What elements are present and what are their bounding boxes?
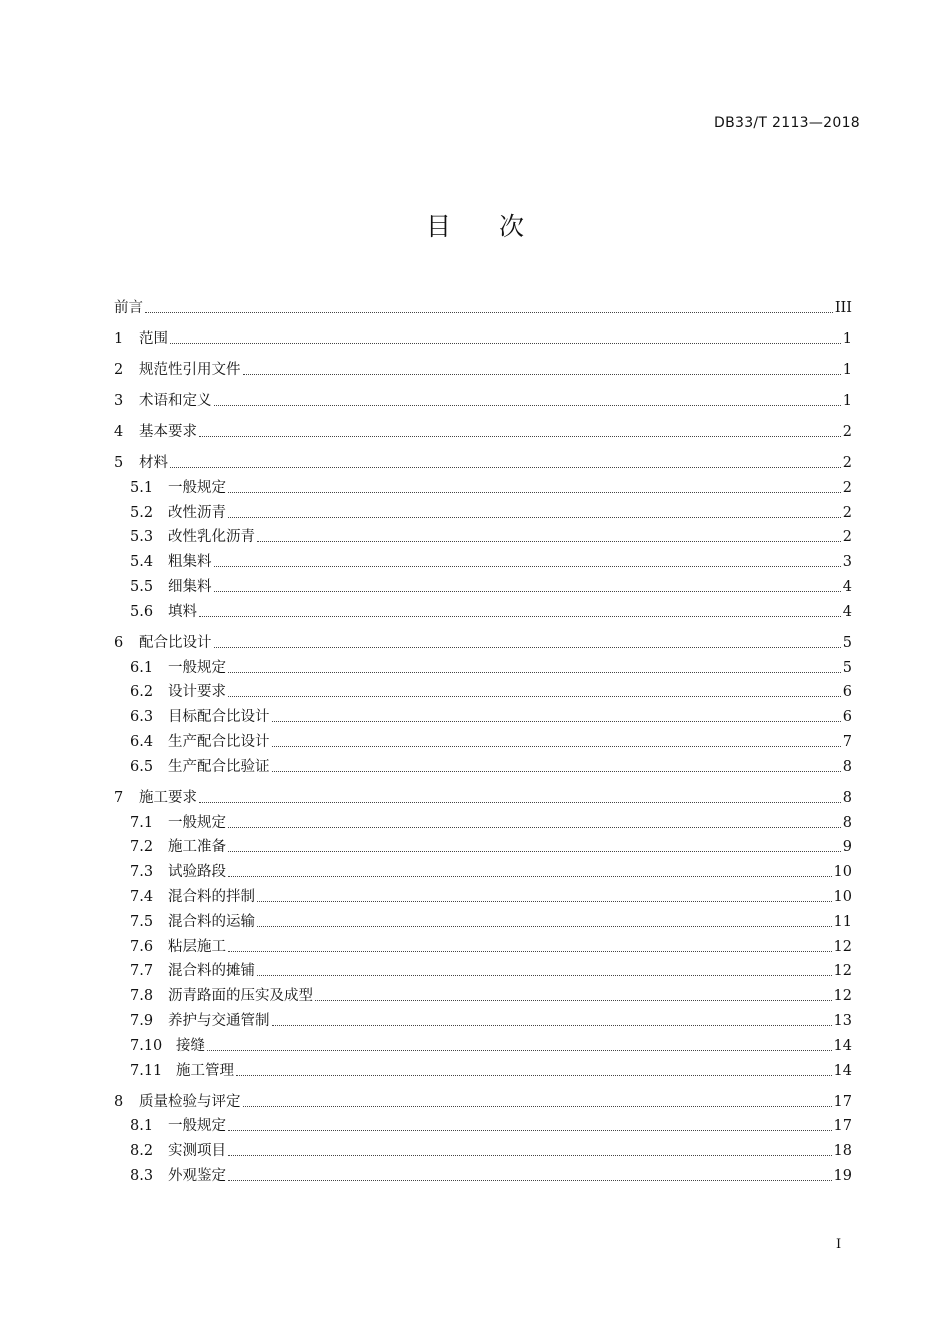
dot-leader (199, 801, 841, 803)
toc-entry-page: 17 (833, 1093, 852, 1110)
toc-entry-number: 6.2 (130, 684, 154, 701)
toc-entry-label: 目标配合比设计 (168, 709, 270, 726)
dot-leader (199, 435, 841, 437)
dot-leader (228, 491, 841, 493)
toc-subentry[interactable] (114, 546, 852, 571)
toc-entry-label: 混合料的摊铺 (168, 963, 255, 980)
toc-entry-page: 2 (842, 455, 852, 471)
toc-entry-label: 一般规定 (168, 814, 226, 831)
toc-entry-label: 一般规定 (168, 659, 226, 676)
dot-leader (228, 850, 841, 852)
dot-leader (199, 615, 841, 617)
toc-entry[interactable] (114, 317, 852, 348)
toc-subentry[interactable] (114, 522, 852, 547)
dot-leader (214, 404, 841, 406)
toc-entry-label: 混合料的拌制 (168, 888, 255, 905)
toc-subentry[interactable] (114, 1160, 852, 1185)
toc-entry-number: 5.4 (130, 554, 154, 571)
dot-leader (272, 720, 841, 722)
dot-leader (228, 950, 832, 952)
page-number: I (836, 1237, 842, 1252)
dot-leader (228, 1129, 832, 1131)
toc-entry-number: 8.3 (130, 1167, 154, 1184)
toc-entry-label: 一般规定 (168, 479, 226, 496)
toc-entry-number: 7.8 (130, 988, 154, 1005)
toc-entry[interactable] (114, 410, 852, 441)
toc-subentry[interactable] (114, 832, 852, 857)
toc-entry-page: 2 (842, 504, 852, 521)
toc-entry-label: 沥青路面的压实及成型 (168, 988, 313, 1005)
toc-entry-page: 2 (842, 529, 852, 546)
toc-entry-number: 6.5 (130, 758, 154, 775)
toc-subentry[interactable] (114, 1111, 852, 1136)
toc-subentry[interactable] (114, 472, 852, 497)
toc-entry-label: 一般规定 (168, 1118, 226, 1135)
dot-leader (228, 516, 841, 518)
toc-entry-page: 18 (833, 1143, 852, 1160)
toc-subentry[interactable] (114, 881, 852, 906)
toc-subentry[interactable] (114, 1005, 852, 1030)
toc-entry-number: 1 (114, 331, 124, 347)
toc-subentry[interactable] (114, 1055, 852, 1080)
toc-subentry[interactable] (114, 980, 852, 1005)
toc-entry-number: 7.7 (130, 963, 154, 980)
toc-entry-page: 11 (833, 913, 852, 930)
toc-entry-number: 6.1 (130, 659, 154, 676)
dot-leader (228, 875, 832, 877)
toc-entry-page: 6 (842, 709, 852, 726)
toc-entry-page: 12 (833, 988, 852, 1005)
toc-entry-label: 实测项目 (168, 1143, 226, 1160)
toc-entry-number: 5.5 (130, 578, 154, 595)
toc-subentry[interactable] (114, 701, 852, 726)
title-char-1: 目 (425, 212, 451, 241)
toc-entry-page: III (834, 300, 852, 316)
toc-entry-label: 填料 (168, 603, 197, 620)
toc-entry-page: 4 (842, 578, 852, 595)
toc-entry-page: 10 (833, 888, 852, 905)
dot-leader (228, 1179, 832, 1181)
toc-entry[interactable] (114, 1080, 852, 1111)
toc-entry-label: 粘层施工 (168, 938, 226, 955)
dot-leader (228, 826, 841, 828)
toc-entry-number: 7.2 (130, 839, 154, 856)
toc-entry-page: 7 (842, 733, 852, 750)
toc-entry-label: 接缝 (176, 1037, 205, 1054)
toc-entry-number: 7.11 (130, 1062, 163, 1079)
dot-leader (228, 1154, 832, 1156)
toc-entry-number: 8.1 (130, 1118, 154, 1135)
toc-entry-label: 外观鉴定 (168, 1167, 226, 1184)
toc-entry-page: 1 (842, 331, 852, 347)
toc-subentry[interactable] (114, 571, 852, 596)
toc-entry[interactable] (114, 441, 852, 472)
title-char-2: 次 (499, 212, 525, 241)
toc-entry-page: 13 (833, 1012, 852, 1029)
toc-entry-label: 质量检验与评定 (139, 1093, 241, 1110)
dot-leader (257, 925, 832, 927)
toc-entry-number: 7.4 (130, 888, 154, 905)
toc-entry-page: 8 (842, 758, 852, 775)
toc-entry-label: 基本要求 (139, 424, 197, 440)
toc-entry-label: 细集料 (168, 578, 212, 595)
toc-subentry[interactable] (114, 807, 852, 832)
dot-leader (272, 770, 841, 772)
toc-entry-number: 6 (114, 634, 124, 651)
toc-entry-label: 配合比设计 (139, 634, 212, 651)
dot-leader (257, 974, 832, 976)
toc-entry-page: 12 (833, 963, 852, 980)
toc-entry-page: 9 (842, 839, 852, 856)
toc-entry-label: 前言 (114, 300, 143, 316)
toc-entry-number: 7.3 (130, 864, 154, 881)
toc-entry-number: 7.1 (130, 814, 154, 831)
toc-subentry[interactable] (114, 726, 852, 751)
toc-entry-label: 施工管理 (176, 1062, 234, 1079)
toc-entry-number: 7.5 (130, 913, 154, 930)
toc-entry-page: 1 (842, 362, 852, 378)
toc-entry-number: 5.3 (130, 529, 154, 546)
toc-entry-page: 6 (842, 684, 852, 701)
toc-entry-label: 术语和定义 (139, 393, 212, 409)
toc-entry-number: 2 (114, 362, 124, 378)
toc-entry-label: 设计要求 (168, 684, 226, 701)
toc-entry[interactable] (114, 286, 852, 317)
toc-entry-label: 试验路段 (168, 864, 226, 881)
toc-entry-label: 施工要求 (139, 789, 197, 806)
toc-entry-label: 范围 (139, 331, 168, 347)
dot-leader (257, 900, 832, 902)
table-of-contents (114, 286, 852, 1185)
toc-subentry[interactable] (114, 906, 852, 931)
toc-entry-page: 3 (842, 554, 852, 571)
toc-entry-number: 3 (114, 393, 124, 409)
toc-entry-number: 6.4 (130, 733, 154, 750)
dot-leader (236, 1074, 832, 1076)
toc-subentry[interactable] (114, 751, 852, 776)
toc-entry-page: 14 (833, 1037, 852, 1054)
toc-entry-page: 4 (842, 603, 852, 620)
toc-entry[interactable] (114, 379, 852, 410)
dot-leader (315, 999, 832, 1001)
dot-leader (243, 1105, 832, 1107)
toc-subentry[interactable] (114, 956, 852, 981)
toc-entry-number: 7.10 (130, 1037, 163, 1054)
page-title (0, 207, 950, 243)
toc-entry-page: 5 (842, 634, 852, 651)
dot-leader (257, 540, 841, 542)
toc-subentry[interactable] (114, 856, 852, 881)
toc-entry-page: 12 (833, 938, 852, 955)
dot-leader (170, 466, 841, 468)
toc-entry-label: 材料 (139, 455, 168, 471)
toc-entry-label: 养护与交通管制 (168, 1012, 270, 1029)
toc-entry-number: 5.1 (130, 479, 154, 496)
toc-entry-number: 7.6 (130, 938, 154, 955)
document-code: DB33/T 2113—2018 (714, 115, 860, 131)
dot-leader (214, 565, 841, 567)
dot-leader (272, 1024, 832, 1026)
toc-entry-number: 5.2 (130, 504, 154, 521)
toc-entry-number: 4 (114, 424, 124, 440)
toc-entry-label: 混合料的运输 (168, 913, 255, 930)
toc-subentry[interactable] (114, 497, 852, 522)
dot-leader (272, 745, 841, 747)
dot-leader (170, 342, 841, 344)
dot-leader (145, 311, 833, 313)
toc-entry-label: 改性沥青 (168, 504, 226, 521)
toc-entry-page: 2 (842, 479, 852, 496)
toc-subentry[interactable] (114, 1030, 852, 1055)
toc-entry-page: 5 (842, 659, 852, 676)
toc-entry-label: 生产配合比设计 (168, 733, 270, 750)
toc-entry-number: 7 (114, 789, 124, 806)
toc-entry[interactable] (114, 776, 852, 807)
dot-leader (228, 671, 841, 673)
toc-entry-number: 6.3 (130, 709, 154, 726)
toc-entry-label: 规范性引用文件 (139, 362, 241, 378)
dot-leader (207, 1049, 832, 1051)
toc-entry-number: 5.6 (130, 603, 154, 620)
toc-entry-page: 19 (833, 1167, 852, 1184)
toc-subentry[interactable] (114, 1135, 852, 1160)
toc-entry-page: 14 (833, 1062, 852, 1079)
toc-subentry[interactable] (114, 677, 852, 702)
toc-entry-page: 8 (842, 814, 852, 831)
dot-leader (214, 646, 841, 648)
toc-entry-label: 施工准备 (168, 839, 226, 856)
toc-entry-number: 5 (114, 455, 124, 471)
dot-leader (228, 695, 841, 697)
toc-entry-label: 粗集料 (168, 554, 212, 571)
toc-entry-number: 8.2 (130, 1143, 154, 1160)
toc-entry[interactable] (114, 348, 852, 379)
toc-entry-page: 17 (833, 1118, 852, 1135)
toc-entry-page: 1 (842, 393, 852, 409)
dot-leader (243, 373, 841, 375)
toc-entry-label: 改性乳化沥青 (168, 529, 255, 546)
toc-subentry[interactable] (114, 596, 852, 621)
toc-entry-page: 10 (833, 864, 852, 881)
toc-entry[interactable] (114, 621, 852, 652)
toc-entry-page: 2 (842, 424, 852, 440)
toc-entry-number: 8 (114, 1093, 124, 1110)
toc-entry-number: 7.9 (130, 1012, 154, 1029)
toc-subentry[interactable] (114, 931, 852, 956)
toc-subentry[interactable] (114, 652, 852, 677)
toc-entry-page: 8 (842, 789, 852, 806)
toc-entry-label: 生产配合比验证 (168, 758, 270, 775)
dot-leader (214, 590, 841, 592)
